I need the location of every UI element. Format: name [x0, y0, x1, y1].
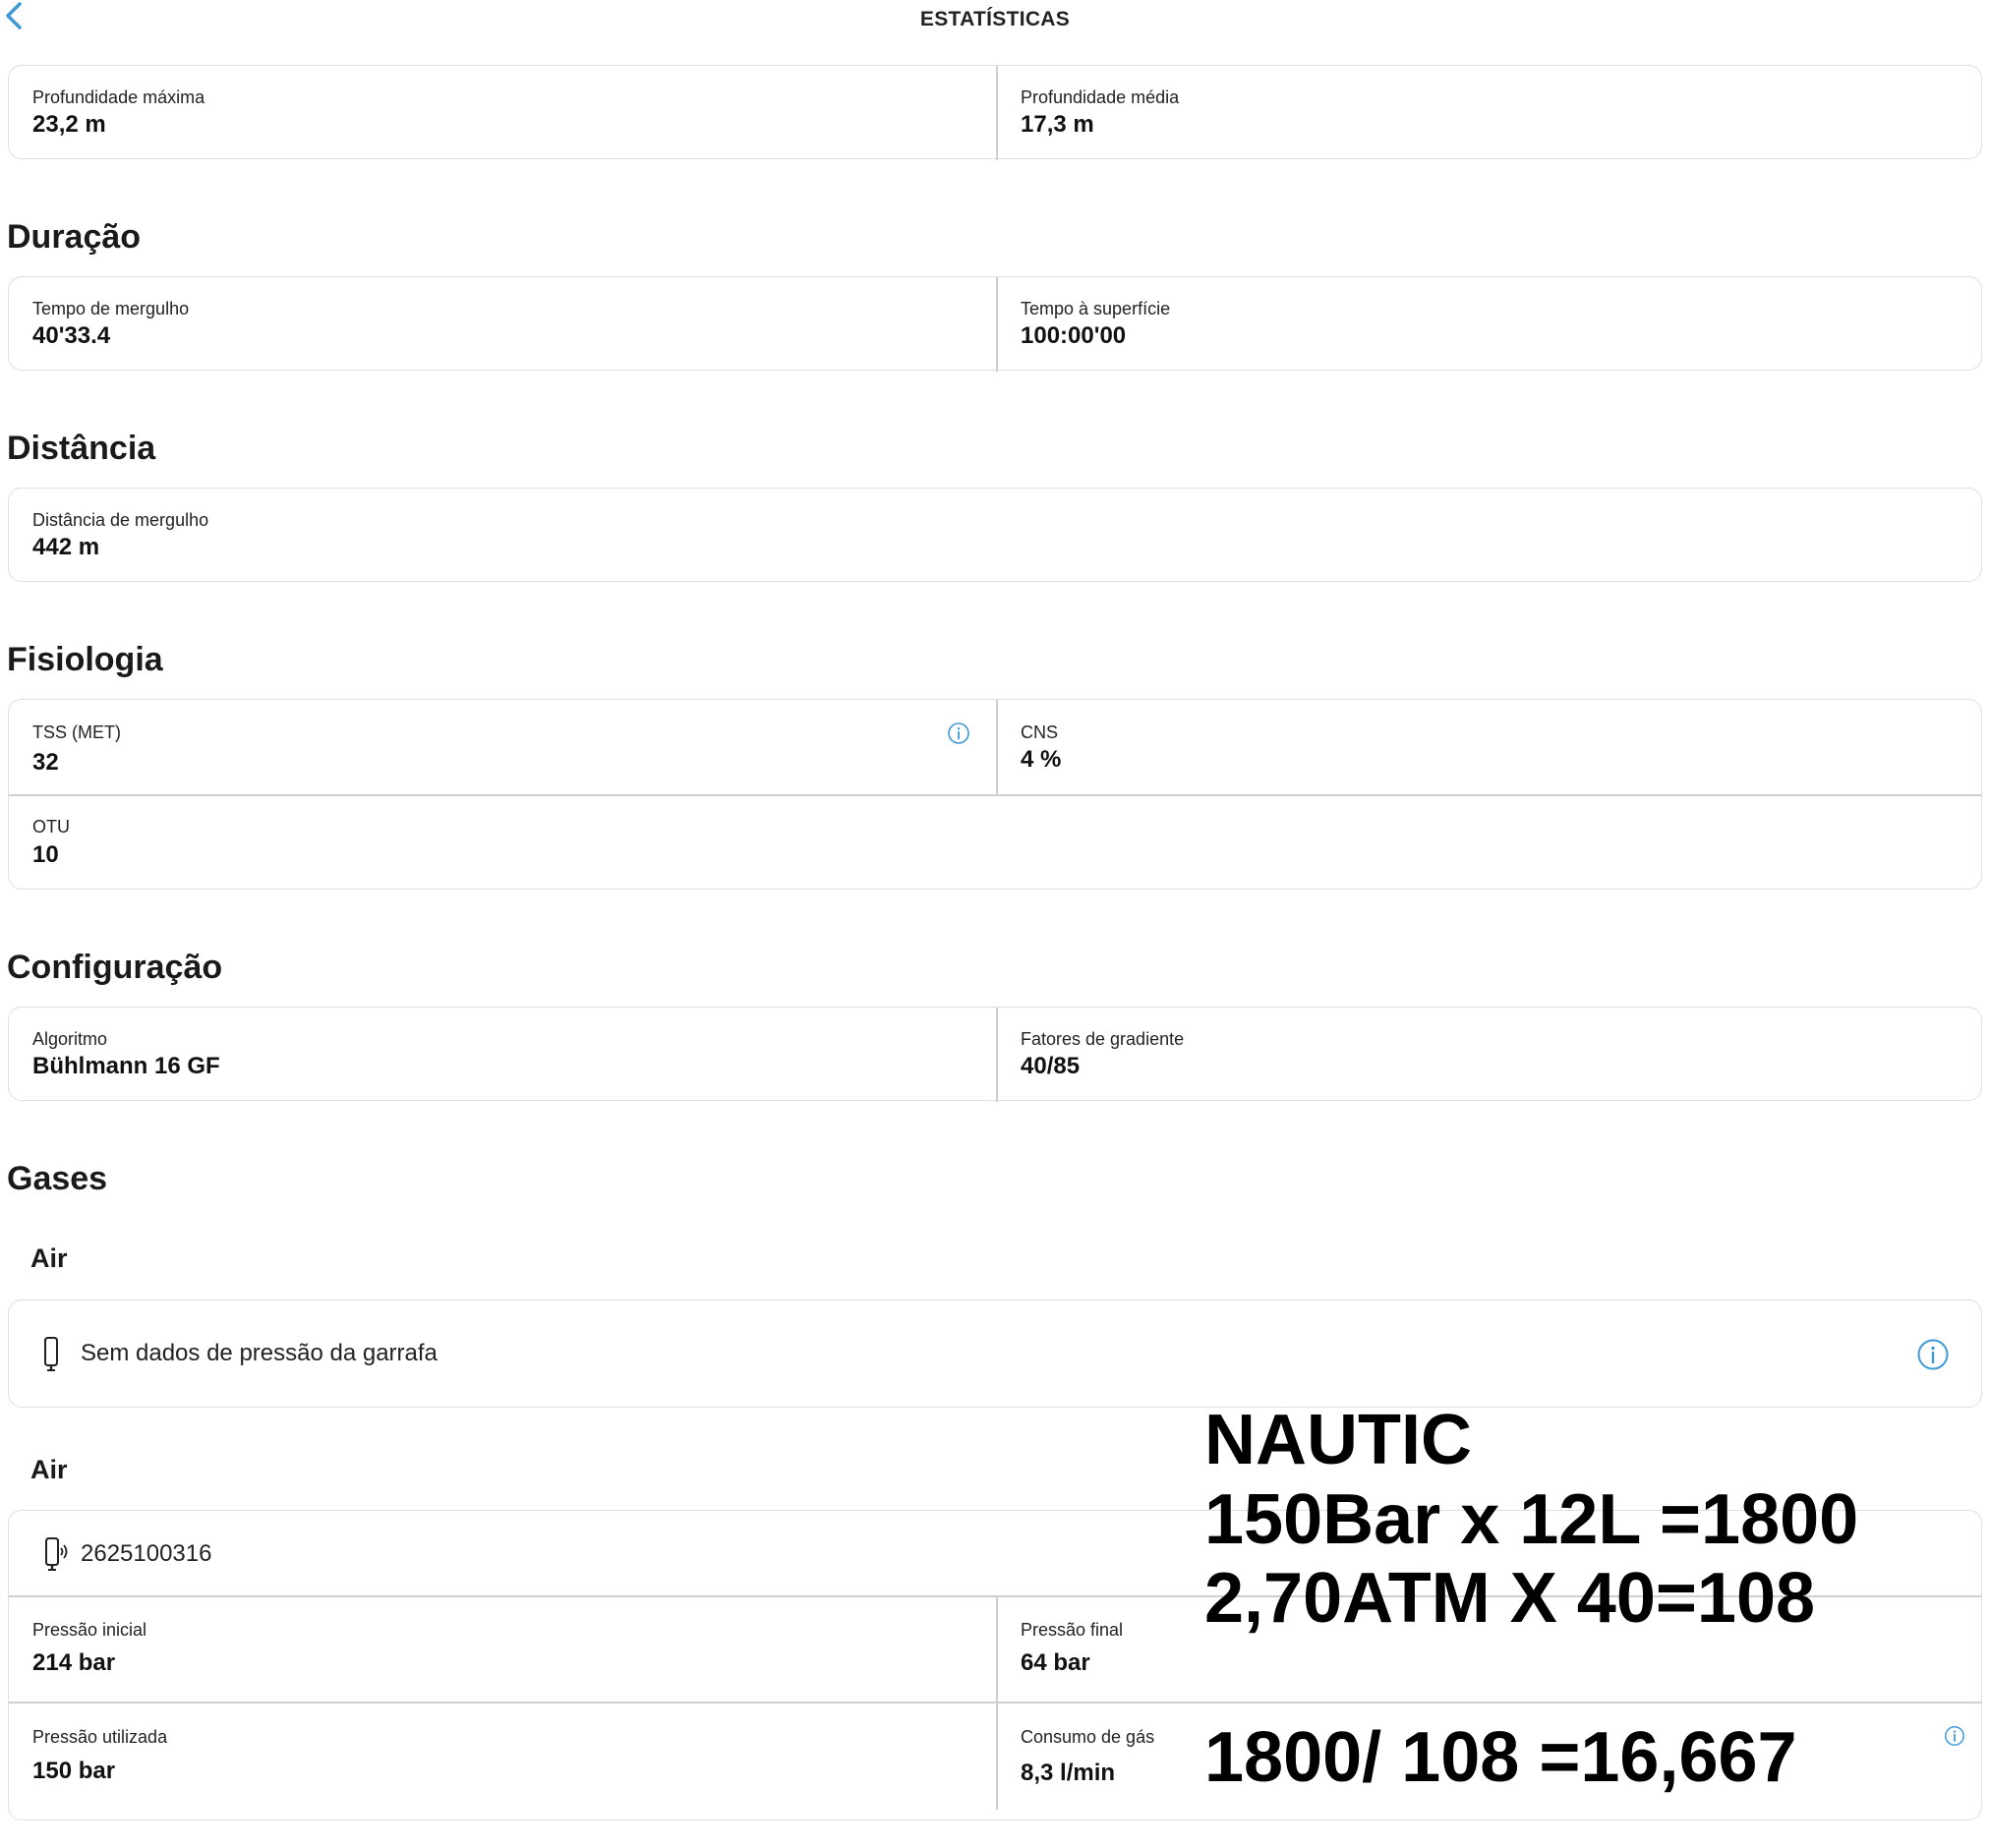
- section-heading-physiology: Fisiologia: [7, 641, 163, 678]
- stat-otu: [9, 796, 1980, 891]
- stat-label: Profundidade média: [1021, 87, 1180, 107]
- section-heading-configuration: Configuração: [7, 949, 223, 986]
- stat-label: Algoritmo: [32, 1029, 108, 1049]
- stat-label: Consumo de gás: [1021, 1727, 1155, 1747]
- stat-value: 10: [32, 841, 59, 868]
- stat-dive-distance: [9, 489, 1980, 583]
- stat-label: Pressão utilizada: [32, 1727, 168, 1747]
- stat-value: 214 bar: [32, 1649, 116, 1676]
- distance-card: [8, 488, 1982, 582]
- info-icon[interactable]: [947, 722, 970, 750]
- stat-value: 17,3 m: [1021, 111, 1094, 138]
- stat-label: Fatores de gradiente: [1021, 1029, 1185, 1049]
- tank-icon: [40, 1335, 62, 1377]
- stat-value: 40'33.4: [32, 322, 111, 349]
- top-bar: [0, 0, 1990, 39]
- stat-value: 150 bar: [32, 1758, 116, 1784]
- annotation-line-2: 150Bar x 12L =1800: [1204, 1480, 1859, 1559]
- stat-value: 100:00'00: [1021, 322, 1127, 349]
- stat-value: 23,2 m: [32, 111, 106, 138]
- stat-value: 4 %: [1021, 746, 1062, 773]
- stat-label: CNS: [1021, 722, 1059, 742]
- transmitter-icon: [40, 1536, 70, 1577]
- stat-label: Tempo de mergulho: [32, 299, 190, 318]
- annotation-line-4: 1800/ 108 =16,667: [1204, 1718, 1797, 1797]
- info-icon[interactable]: [1944, 1725, 1965, 1752]
- info-icon[interactable]: [1916, 1338, 1950, 1376]
- stat-start-pressure: [9, 1597, 996, 1702]
- no-pressure-data-text: Sem dados de pressão da garrafa: [81, 1340, 438, 1366]
- gas-name: Air: [30, 1455, 68, 1484]
- stat-label: Tempo à superfície: [1021, 299, 1171, 318]
- stat-avg-depth: [997, 66, 1980, 160]
- stat-label: OTU: [32, 817, 70, 837]
- section-heading-duration: Duração: [7, 218, 142, 256]
- stat-cns: [997, 700, 1980, 795]
- transmitter-id: 2625100316: [81, 1540, 212, 1567]
- section-heading-distance: Distância: [7, 430, 156, 467]
- depth-card: [8, 65, 1982, 159]
- physiology-card: [8, 699, 1982, 890]
- stat-value: Bühlmann 16 GF: [32, 1053, 220, 1079]
- stat-value: 8,3 l/min: [1021, 1760, 1116, 1786]
- stat-label: Pressão inicial: [32, 1620, 147, 1640]
- stat-max-depth: [9, 66, 996, 160]
- stat-label: Distância de mergulho: [32, 510, 209, 530]
- page-title: ESTATÍSTICAS: [919, 8, 1071, 30]
- configuration-card: [8, 1007, 1982, 1101]
- stat-gradient-factors: [997, 1008, 1980, 1102]
- stat-value: 64 bar: [1021, 1649, 1090, 1676]
- stat-label: Profundidade máxima: [32, 87, 205, 107]
- stat-value: 442 m: [32, 534, 100, 560]
- stat-label: Pressão final: [1021, 1620, 1124, 1640]
- stat-label: TSS (MET): [32, 722, 121, 742]
- stat-value: 40/85: [1021, 1053, 1081, 1079]
- annotation-line-1: NAUTIC: [1204, 1401, 1472, 1479]
- section-heading-gases: Gases: [7, 1160, 108, 1197]
- gas-no-data-card[interactable]: [8, 1299, 1982, 1408]
- duration-card: [8, 276, 1982, 371]
- annotation-line-3: 2,70ATM X 40=108: [1204, 1559, 1816, 1638]
- stat-dive-time: [9, 277, 996, 372]
- stat-value: 32: [32, 749, 59, 776]
- stat-used-pressure: [9, 1704, 996, 1819]
- stat-surface-time: [997, 277, 1980, 372]
- gas-name: Air: [30, 1243, 68, 1273]
- stat-tss: [9, 700, 996, 795]
- stat-algorithm: [9, 1008, 996, 1102]
